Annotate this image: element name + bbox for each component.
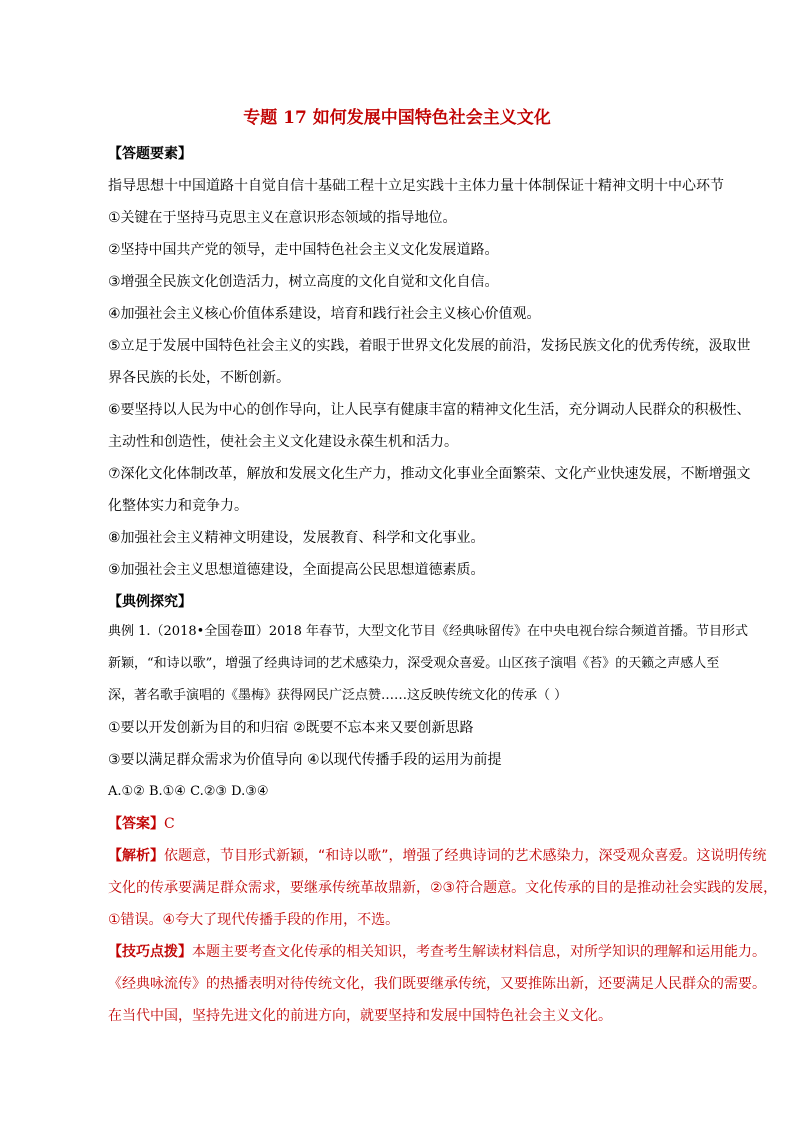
question-line: 深，著名歌手演唱的《墨梅》获得网民广泛点赞……这反映传统文化的传承（ ） [108,688,568,703]
elements-intro: 指导思想十中国道路十自觉自信十基础工程十立足实践十主体力量十体制保证十精神文明十中心环节 [108,178,724,194]
element-item: ⑥要坚持以人民为中心的创作导向，让人民享有健康丰富的精神文化生活，充分调动人民群众的积极性、 [108,402,751,418]
question-line: 典例 1.（2018•全国卷Ⅲ）2018 年春节，大型文化节目《经典咏留传》在中央电视台综合频道首播。节目形式 [108,624,749,639]
element-item: 界各民族的长处，不断创新。 [108,370,290,386]
tips-line: 《经典咏流传》的热播表明对待传统文化，我们既要继承传统，又要推陈出新，还要满足人民群众的需要。 [108,976,766,992]
answer-choices: A.①② B.①④ C.②③ D.③④ [108,784,269,799]
answer-value: C [164,816,175,832]
section-heading-answer-elements: 【答题要素】 [108,146,192,162]
tips-line [108,942,766,962]
element-item: ②坚持中国共产党的领导，走中国特色社会主义文化发展道路。 [108,242,499,258]
analysis-line: ①错误。④夸大了现代传播手段的作用，不选。 [108,912,400,928]
tips-text: 本题主要考查文化传承的相关知识，考查考生解读材料信息，对所学知识的理解和运用能力。 [192,944,766,960]
element-item: ⑦深化文化体制改革，解放和发展文化生产力，推动文化事业全面繁荣、文化产业快速发展，不断增强文 [108,466,751,482]
page-title: 专题 17 如何发展中国特色社会主义文化 [243,108,551,128]
element-item: ③增强全民族文化创造活力，树立高度的文化自觉和文化自信。 [108,274,499,290]
element-item: ⑨加强社会主义思想道德建设，全面提高公民思想道德素质。 [108,562,485,578]
element-item: 主动性和创造性，使社会主义文化建设永葆生机和活力。 [108,434,458,450]
question-line: 新颖，“和诗以歌”，增强了经典诗词的艺术感染力，深受观众喜爱。山区孩子演唱《苔》的天籁之声感人至 [108,656,720,671]
element-item: ⑤立足于发展中国特色社会主义的实践，着眼于世界文化发展的前沿，发扬民族文化的优秀传统，汲取世 [108,338,751,354]
analysis-line [108,846,767,866]
element-item: 化整体实力和竞争力。 [108,498,248,514]
analysis-label: 【解析】 [108,848,164,864]
element-item: ⑧加强社会主义精神文明建设，发展教育、科学和文化事业。 [108,530,485,546]
question-options: ①要以开发创新为目的和归宿 ②既要不忘本来又要创新思路 [108,720,474,736]
element-item: ①关键在于坚持马克思主义在意识形态领域的指导地位。 [108,210,457,226]
element-item: ④加强社会主义核心价值体系建设，培育和践行社会主义核心价值观。 [108,306,541,322]
answer-label: 【答案】 [108,816,164,832]
answer-line [108,814,728,834]
question-options: ③要以满足群众需求为价值导向 ④以现代传播手段的运用为前提 [108,752,502,768]
analysis-line: 文化的传承要满足群众需求，要继承传统革故鼎新，②③符合题意。文化传承的目的是推动社会实践的发展， [108,880,778,896]
tips-line: 在当代中国，坚持先进文化的前进方向，就要坚持和发展中国特色社会主义文化。 [108,1008,612,1024]
tips-label: 【技巧点拨】 [108,944,192,960]
section-heading-example: 【典例探究】 [108,594,192,610]
analysis-text: 依题意，节目形式新颖，“和诗以歌”，增强了经典诗词的艺术感染力，深受观众喜爱。这说明传统 [164,848,767,864]
